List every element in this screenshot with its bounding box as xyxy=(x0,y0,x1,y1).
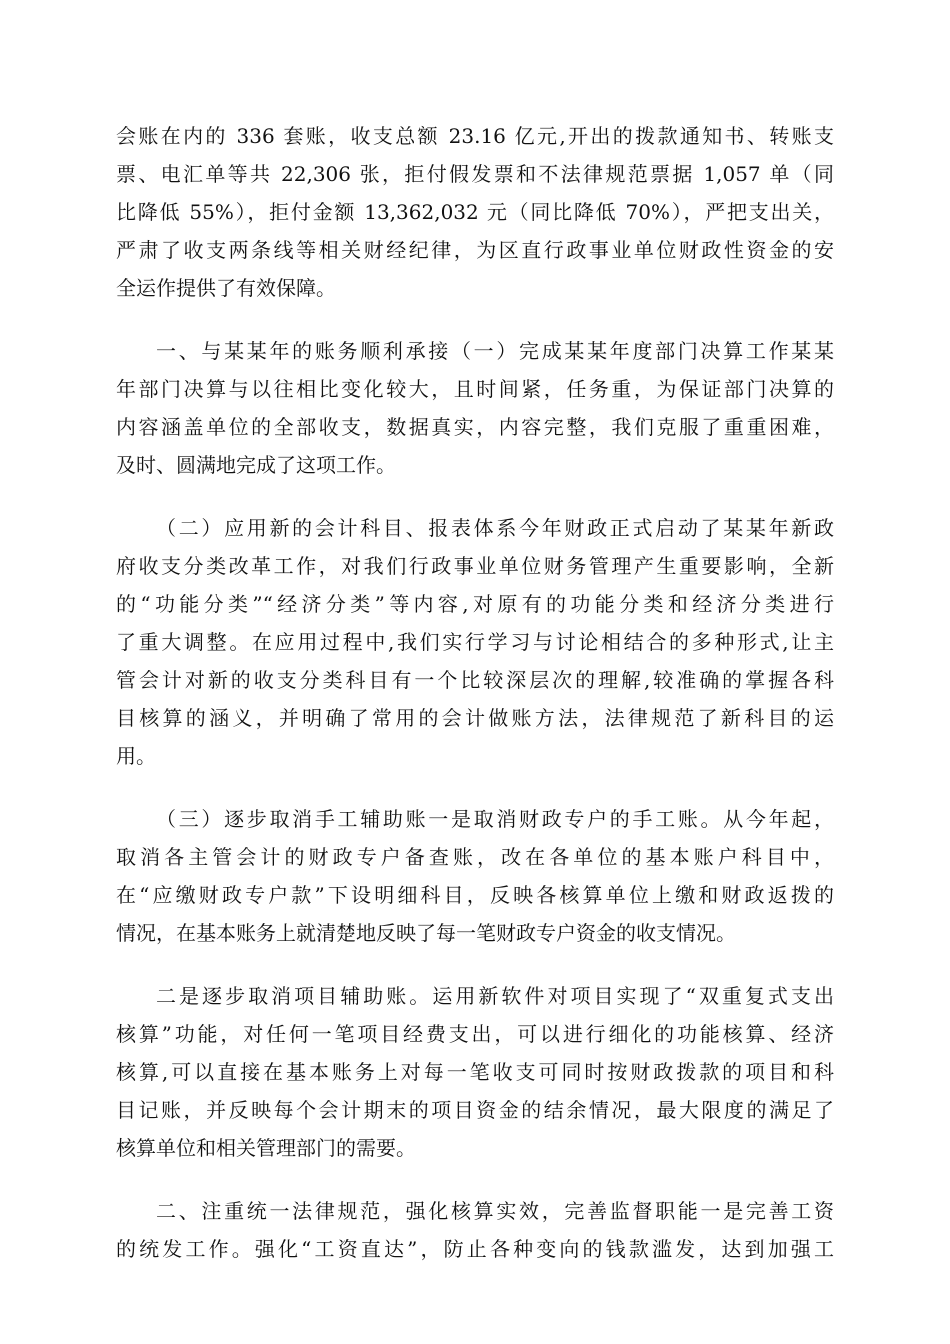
text-line: 目记账，并反映每个会计期末的项目资金的结余情况，最大限度的满足了 xyxy=(116,1098,834,1122)
text-line: 全运作提供了有效保障。 xyxy=(116,276,336,300)
paragraph xyxy=(116,509,834,775)
text-line: 府收支分类改革工作，对我们行政事业单位财务管理产生重要影响，全新 xyxy=(116,554,834,578)
text-line: 取消各主管会计的财政专户备查账，改在各单位的基本账户科目中， xyxy=(116,845,834,869)
text-line: 及时、圆满地完成了这项工作。 xyxy=(116,453,396,477)
text-line: 一、与某某年的账务顺利承接（一）完成某某年度部门决算工作某某 xyxy=(156,339,834,363)
text-line: 的“功能分类”“经济分类”等内容,对原有的功能分类和经济分类进行 xyxy=(116,592,834,616)
text-line: 管会计对新的收支分类科目有一个比较深层次的理解,较准确的掌握各科 xyxy=(116,668,834,692)
text-line: 二是逐步取消项目辅助账。运用新软件对项目实现了“双重复式支出 xyxy=(156,984,834,1008)
paragraph xyxy=(116,977,834,1167)
text-line: （三）逐步取消手工辅助账一是取消财政专户的手工账。从今年起， xyxy=(156,807,834,831)
text-line: 比降低 55%），拒付金额 13,362,032 元（同比降低 70%），严把支出关， xyxy=(116,200,834,224)
text-line: 核算,可以直接在基本账务上对每一笔收支可同时按财政拨款的项目和科 xyxy=(116,1060,834,1084)
text-line: 了重大调整。在应用过程中,我们实行学习与讨论相结合的多种形式,让主 xyxy=(116,630,834,654)
text-line: （二）应用新的会计科目、报表体系今年财政正式启动了某某年新政 xyxy=(156,516,834,540)
text-line: 用。 xyxy=(116,744,156,768)
paragraph xyxy=(116,117,834,307)
text-line: 情况，在基本账务上就清楚地反映了每一笔财政专户资金的收支情况。 xyxy=(116,921,736,945)
text-line: 在“应缴财政专户款”下设明细科目，反映各核算单位上缴和财政返拨的 xyxy=(116,883,834,907)
text-line: 核算”功能，对任何一笔项目经费支出，可以进行细化的功能核算、经济 xyxy=(116,1022,834,1046)
text-line: 的统发工作。强化“工资直达”，防止各种变向的钱款滥发，达到加强工 xyxy=(116,1237,834,1261)
paragraph xyxy=(116,1192,834,1268)
document-page xyxy=(116,117,834,1293)
text-line: 会账在内的 336 套账，收支总额 23.16 亿元,开出的拨款通知书、转账支 xyxy=(116,124,834,148)
text-line: 核算单位和相关管理部门的需要。 xyxy=(116,1136,416,1160)
text-line: 二、注重统一法律规范，强化核算实效，完善监督职能一是完善工资 xyxy=(156,1199,834,1223)
text-line: 内容涵盖单位的全部收支，数据真实，内容完整，我们克服了重重困难， xyxy=(116,415,834,439)
text-line: 年部门决算与以往相比变化较大，且时间紧，任务重，为保证部门决算的 xyxy=(116,377,834,401)
text-line: 票、电汇单等共 22,306 张，拒付假发票和不法律规范票据 1,057 单（同 xyxy=(116,162,834,186)
paragraph xyxy=(116,800,834,952)
text-line: 严肃了收支两条线等相关财经纪律，为区直行政事业单位财政性资金的安 xyxy=(116,238,834,262)
text-line: 目核算的涵义，并明确了常用的会计做账方法，法律规范了新科目的运 xyxy=(116,706,834,730)
paragraph xyxy=(116,332,834,484)
